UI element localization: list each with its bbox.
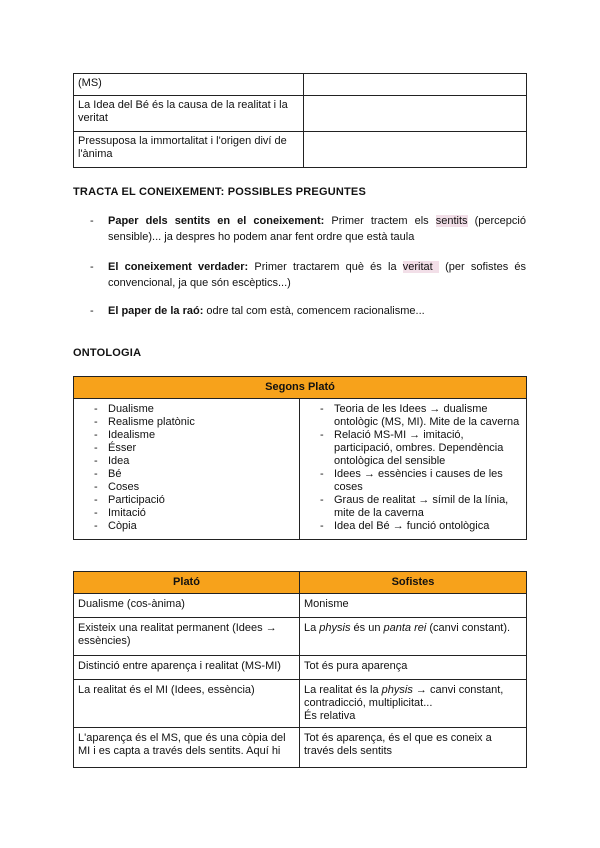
- table-row: [74, 74, 527, 96]
- plato-cell: La realitat és el MI (Idees, essència): [74, 680, 300, 728]
- sofistes-cell: [300, 656, 527, 680]
- list-dash: -: [320, 468, 324, 480]
- plato-concept-item: [90, 468, 293, 481]
- plato-concept-item: [90, 481, 293, 494]
- sofistes-text: physis: [381, 684, 413, 696]
- plato-concept-item: [90, 507, 293, 520]
- list-item-text: Idea: [108, 455, 130, 467]
- list-item-text: Imitació: [108, 507, 146, 519]
- list-dash: -: [94, 455, 98, 467]
- table-cell-right: [304, 74, 527, 96]
- table-cell-left: (MS): [74, 74, 304, 96]
- bullet-sentits: - Paper dels sentits en el coneixement: Primer tractem els sentits (percepció sensible)... ja despres ho podem anar fent ordre que està taula: [90, 215, 526, 243]
- plato-cell: Distinció entre aparença i realitat (MS-MI): [74, 656, 300, 680]
- sofistes-text: Tot és pura aparença: [304, 660, 408, 672]
- list-item-text: Idea del Bé → funció ontològica: [334, 520, 490, 532]
- list-dash: -: [94, 468, 98, 480]
- list-dash: -: [94, 403, 98, 415]
- plato-concept-item: [90, 520, 293, 533]
- bullet-rao: - El paper de la raó: odre tal com està, comencem racionalisme...: [90, 305, 425, 317]
- table-row: [74, 656, 527, 680]
- sofistes-text: panta rei: [383, 622, 427, 634]
- plato-concept-item: [90, 416, 293, 429]
- list-item-text: Còpia: [108, 520, 137, 532]
- section-title-coneixement: TRACTA EL CONEIXEMENT: POSSIBLES PREGUNTES: [73, 186, 367, 198]
- list-item-text: Idealisme: [108, 429, 156, 441]
- table-cell-right: [304, 132, 527, 168]
- list-dash: -: [94, 429, 98, 441]
- plato-concept-item: [90, 429, 293, 442]
- list-dash: -: [94, 520, 98, 532]
- plato-table: [73, 376, 527, 540]
- list-item-text: Graus de realitat → símil de la línia, mite de la caverna: [334, 494, 509, 519]
- list-dash: -: [94, 442, 98, 454]
- list-item-text: Coses: [108, 481, 140, 493]
- plato-cell: L'aparença és el MS, que és una còpia del MI i es capta a través dels sentits. Aquí hi: [74, 728, 300, 768]
- top-table: [73, 73, 527, 168]
- sofistes-text: Tot és aparença, és el que es coneix a través dels sentits: [304, 732, 492, 757]
- plato-concept-item: [90, 455, 293, 468]
- sofistes-text: → canvi constant, contradicció, multiplicitat...: [304, 684, 504, 709]
- table-row: [74, 132, 527, 168]
- plato-explanation-item: [316, 403, 520, 429]
- sofistes-cell: [300, 680, 527, 728]
- plato-explanation-item: [316, 494, 520, 520]
- list-item-text: Relació MS-MI → imitació, participació, ombres. Dependència ontològica del sensible: [334, 429, 504, 467]
- table-row: [74, 96, 527, 132]
- list-item-text: Idees → essències i causes de les coses: [334, 468, 503, 493]
- list-item-text: Participació: [108, 494, 165, 506]
- plato-explanation-item: [316, 429, 520, 468]
- bullet-veritat: - El coneixement verdader: Primer tractarem què és la veritat (per sofistes és convencional, ja que són escèptics...): [90, 261, 527, 289]
- sofistes-text: (canvi constant).: [426, 622, 511, 634]
- list-dash: -: [320, 403, 324, 415]
- list-dash: -: [94, 481, 98, 493]
- list-item-text: Ésser: [108, 442, 137, 454]
- plato-table-header: Segons Plató: [74, 377, 527, 399]
- table-cell-left: La Idea del Bé és la causa de la realitat i la veritat: [74, 96, 304, 132]
- plato-concept-item: [90, 403, 293, 416]
- sofistes-text: És relativa: [304, 710, 356, 722]
- list-dash: -: [320, 494, 324, 506]
- list-dash: -: [320, 520, 324, 532]
- list-item-text: Realisme platònic: [108, 416, 195, 428]
- sofistes-text: Monisme: [304, 598, 349, 610]
- list-dash: -: [94, 507, 98, 519]
- sofistes-cell: [300, 618, 527, 656]
- list-item-text: Bé: [108, 468, 122, 480]
- sofistes-text: La realitat és la: [304, 684, 382, 696]
- table-row: [74, 594, 527, 618]
- plato-cell: Existeix una realitat permanent (Idees → essències): [74, 618, 300, 656]
- table-cell-right: [304, 96, 527, 132]
- list-item-text: Dualisme: [108, 403, 154, 415]
- table-cell-left: Pressuposa la immortalitat i l'origen diví de l'ànima: [74, 132, 304, 168]
- comparison-header-sofistes: Sofistes: [300, 572, 527, 594]
- comparison-header-plato: Plató: [74, 572, 300, 594]
- comparison-table: [73, 571, 527, 768]
- section-title-ontologia: ONTOLOGIA: [73, 347, 142, 359]
- table-row: [74, 618, 527, 656]
- sofistes-text: La: [304, 622, 320, 634]
- table-row: [74, 680, 527, 728]
- plato-explanation-item: [316, 520, 520, 533]
- list-dash: -: [320, 429, 324, 441]
- list-dash: -: [94, 494, 98, 506]
- plato-left-cell: [74, 399, 300, 540]
- list-dash: -: [94, 416, 98, 428]
- sofistes-cell: [300, 594, 527, 618]
- plato-explanation-item: [316, 468, 520, 494]
- plato-concept-item: [90, 494, 293, 507]
- sofistes-cell: [300, 728, 527, 768]
- sofistes-text: physis: [319, 622, 351, 634]
- plato-cell: Dualisme (cos-ànima): [74, 594, 300, 618]
- list-item-text: Teoria de les Idees → dualisme ontològic (MS, MI). Mite de la caverna: [334, 403, 520, 428]
- table-row: [74, 728, 527, 768]
- plato-right-cell: [300, 399, 527, 540]
- plato-concept-item: [90, 442, 293, 455]
- sofistes-text: és un: [350, 622, 384, 634]
